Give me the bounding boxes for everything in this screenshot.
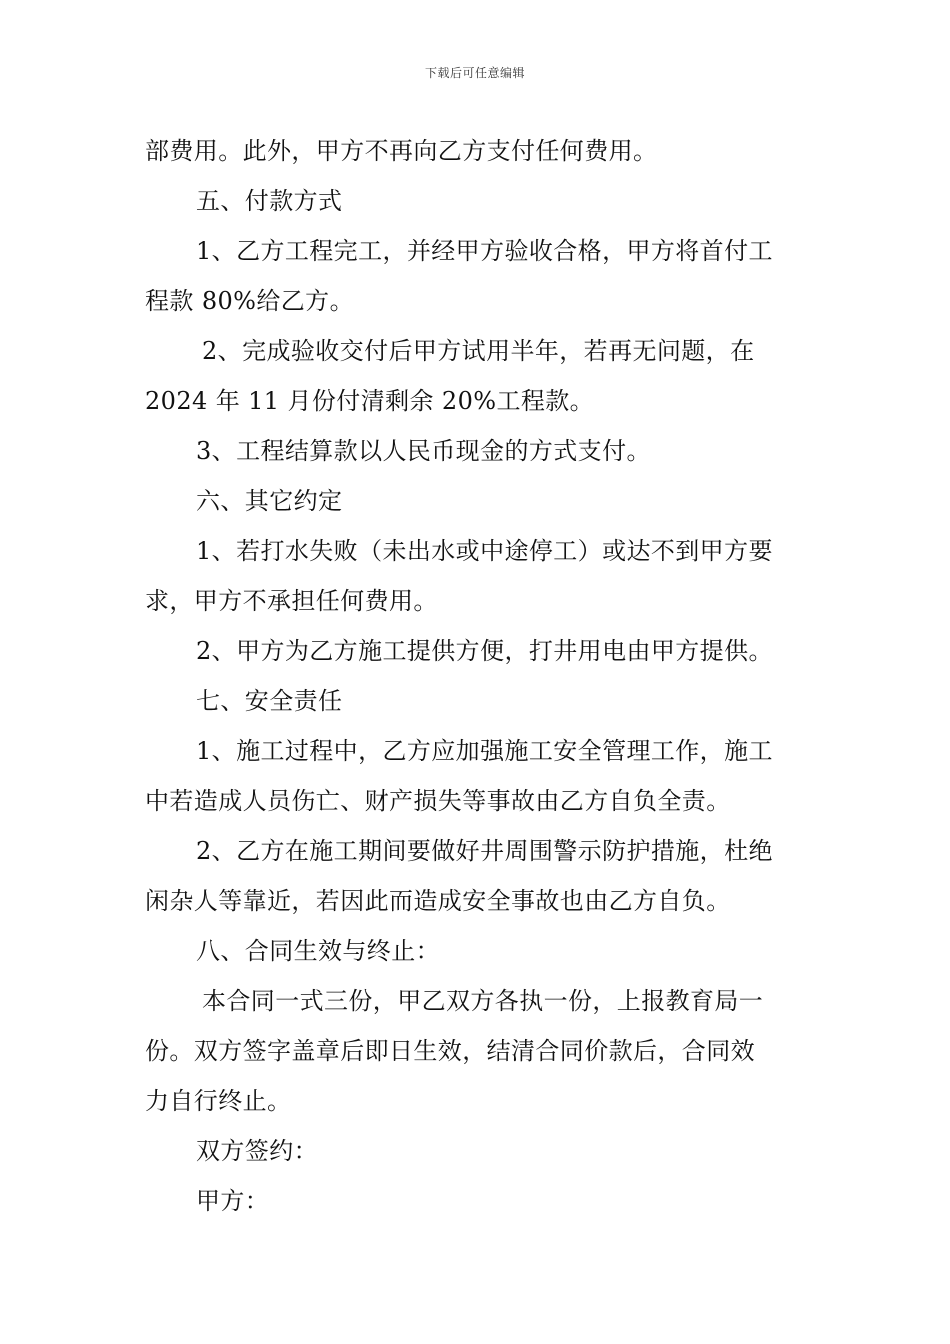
paragraph-line: 份。双方签字盖章后即日生效，结清合同价款后，合同效 [145,1037,755,1065]
signature-heading: 双方签约： [196,1137,318,1165]
paragraph-line: 程款 80%给乙方。 [145,287,354,315]
document-body [145,126,810,1226]
page-header: 下载后可任意编辑 [424,66,525,80]
paragraph-line: 力自行终止。 [145,1087,292,1115]
paragraph-line: 2、完成验收交付后甲方试用半年，若再无问题，在 [202,337,755,365]
section-heading-payment: 五、付款方式 [196,187,343,215]
paragraph-line: 部费用。此外，甲方不再向乙方支付任何费用。 [145,137,658,165]
paragraph-line: 2、甲方为乙方施工提供方便，打井用电由甲方提供。 [196,637,773,665]
paragraph-line: 3、工程结算款以人民币现金的方式支付。 [196,437,651,465]
paragraph-line: 2024 年 11 月份付清剩余 20%工程款。 [145,387,595,415]
paragraph-line: 1、乙方工程完工，并经甲方验收合格，甲方将首付工 [196,237,773,265]
paragraph-line: 中若造成人员伤亡、财产损失等事故由乙方自负全责。 [145,787,731,815]
section-heading-other-terms: 六、其它约定 [196,487,343,515]
section-heading-safety: 七、安全责任 [196,687,343,715]
paragraph-line: 求，甲方不承担任何费用。 [145,587,438,615]
paragraph-line: 闲杂人等靠近，若因此而造成安全事故也由乙方自负。 [145,887,731,915]
paragraph-line: 1、若打水失败（未出水或中途停工）或达不到甲方要 [196,537,773,565]
paragraph-line: 2、乙方在施工期间要做好井周围警示防护措施，杜绝 [196,837,773,865]
paragraph-line: 1、施工过程中，乙方应加强施工安全管理工作，施工 [196,737,773,765]
party-a-label: 甲方： [196,1187,270,1215]
paragraph-line: 本合同一式三份，甲乙双方各执一份，上报教育局一 [202,987,764,1015]
section-heading-effect-termination: 八、合同生效与终止： [196,937,440,965]
